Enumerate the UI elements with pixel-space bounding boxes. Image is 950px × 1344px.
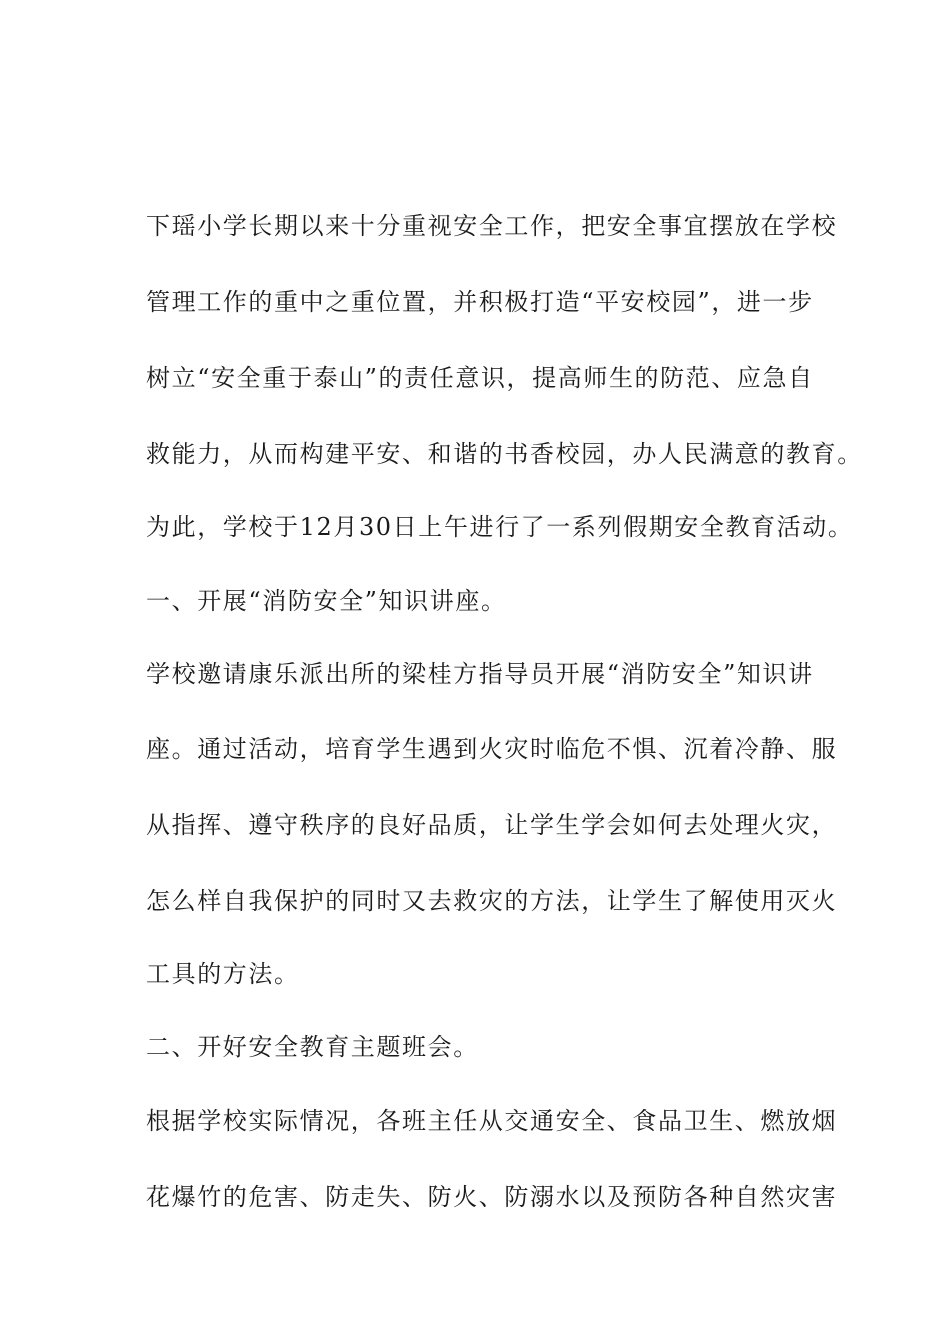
paragraph-intro-line: 救能力，从而构建平安、和谐的书香校园，办人民满意的教育。: [146, 440, 863, 468]
paragraph-intro-line: 树立“安全重于泰山”的责任意识，提高师生的防范、应急自: [146, 364, 814, 392]
paragraph-section1-line: 座。通过活动，培育学生遇到火灾时临危不惧、沉着冷静、服: [146, 735, 838, 763]
paragraph-intro-line: 管理工作的重中之重位置，并积极打造“平安校园”，进一步: [146, 288, 814, 316]
paragraph-intro-line: 为此，学校于12月30日上午进行了一系列假期安全教育活动。: [146, 513, 854, 541]
section-heading-1: 一、开展“消防安全”知识讲座。: [146, 587, 507, 615]
paragraph-section1-line: 工具的方法。: [146, 960, 300, 988]
paragraph-intro-line: 下瑶小学长期以来十分重视安全工作，把安全事宜摆放在学校: [146, 212, 838, 240]
section-heading-2: 二、开好安全教育主题班会。: [146, 1033, 479, 1061]
paragraph-section1-line: 怎么样自我保护的同时又去救灾的方法，让学生了解使用灭火: [146, 887, 838, 915]
paragraph-section1-line: 学校邀请康乐派出所的梁桂方指导员开展“消防安全”知识讲: [146, 660, 814, 688]
paragraph-section2-line: 花爆竹的危害、防走失、防火、防溺水以及预防各种自然灾害: [146, 1183, 838, 1211]
paragraph-section2-line: 根据学校实际情况，各班主任从交通安全、食品卫生、燃放烟: [146, 1107, 838, 1135]
paragraph-section1-line: 从指挥、遵守秩序的良好品质，让学生学会如何去处理火灾，: [146, 811, 838, 839]
